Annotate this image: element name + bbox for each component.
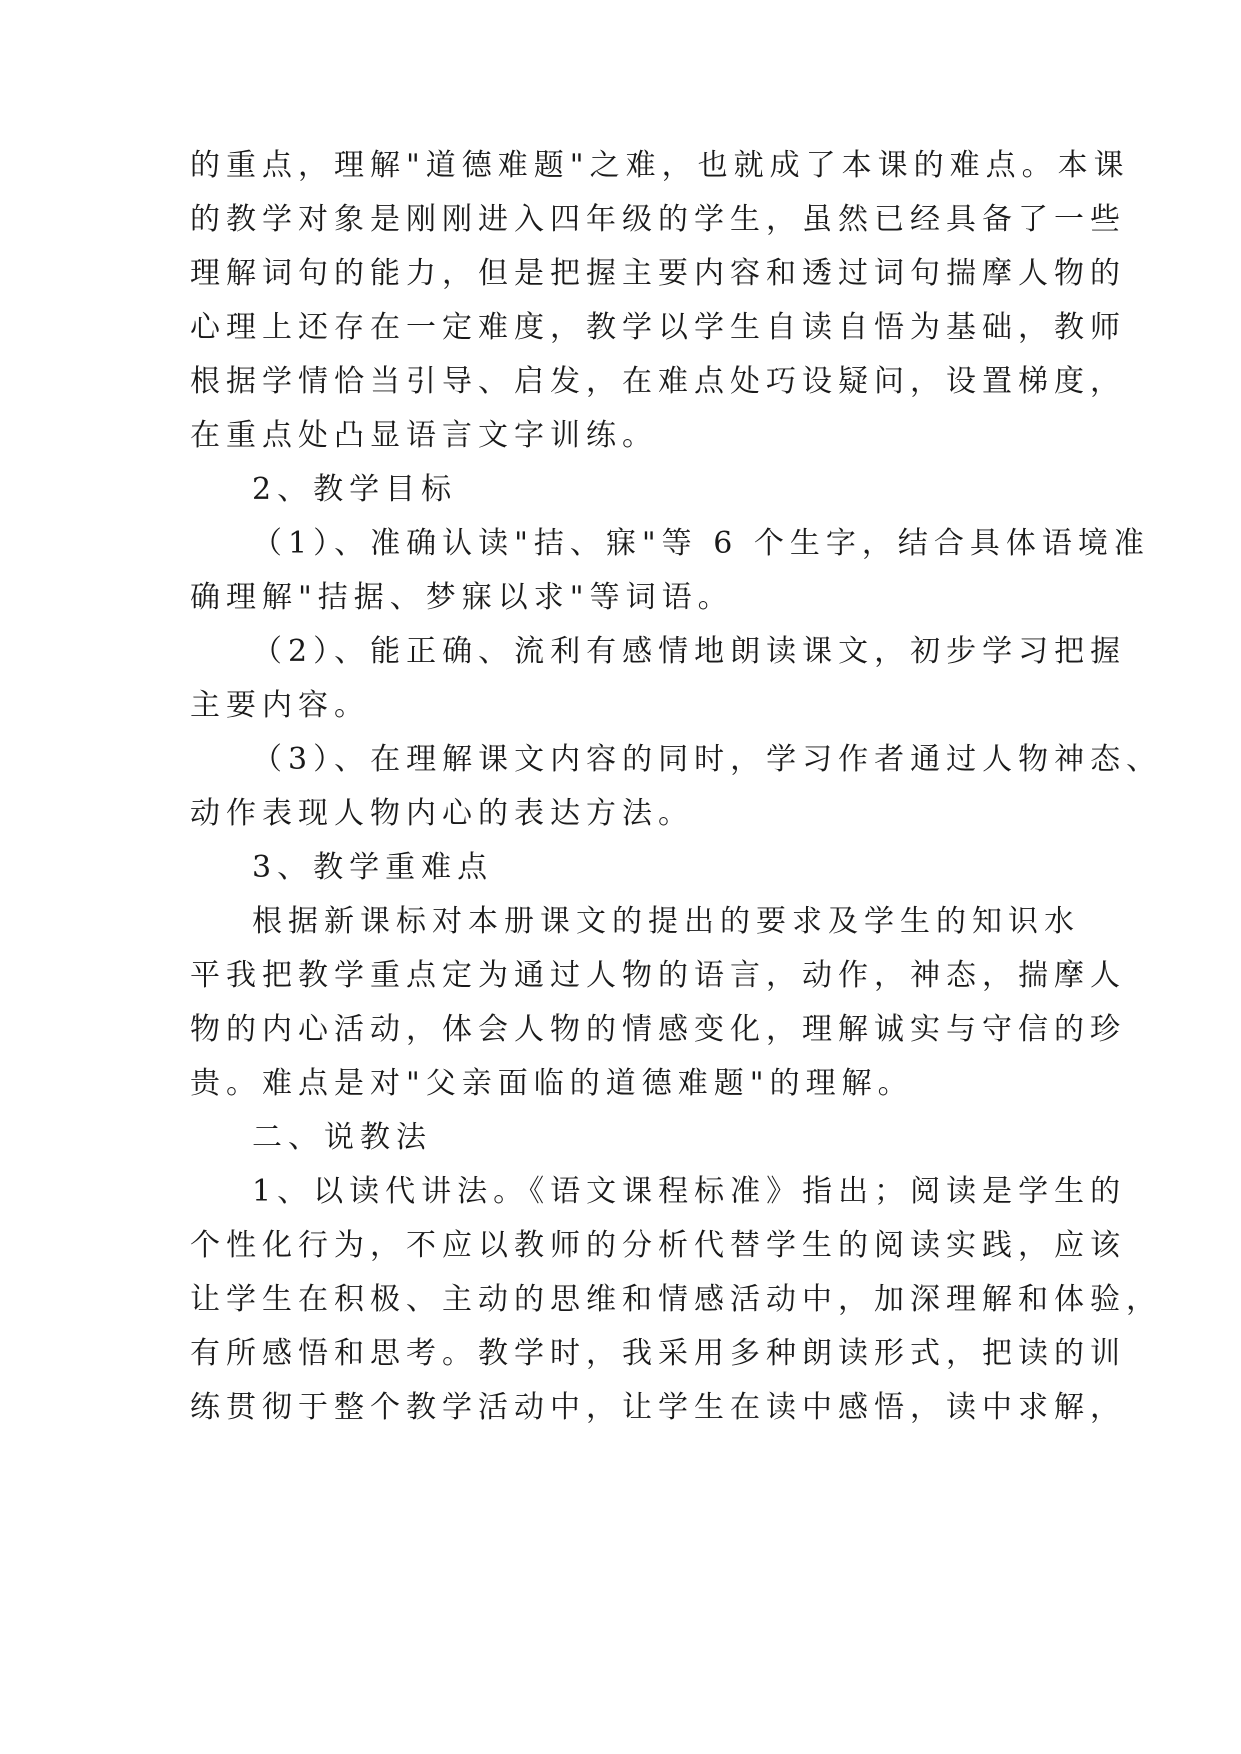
text-line: 平我把教学重点定为通过人物的语言，动作，神态，揣摩人: [190, 958, 1126, 993]
text-line: （2）、能正确、流利有感情地朗读课文，初步学习把握: [252, 634, 1127, 669]
text-line: 贵。难点是对"父亲面临的道德难题"的理解。: [190, 1066, 914, 1101]
section-heading: 3、教学重难点: [252, 850, 494, 885]
text-line: 的教学对象是刚刚进入四年级的学生，虽然已经具备了一些: [190, 202, 1126, 237]
text-line: （1）、准确认读"拮、寐"等 6 个生字，结合具体语境准: [252, 526, 1150, 561]
text-line: 主要内容。: [190, 688, 370, 723]
text-line: 让学生在积极、主动的思维和情感活动中，加深理解和体验，: [190, 1282, 1162, 1317]
text-line: 在重点处凸显语言文字训练。: [190, 418, 658, 453]
text-line: 有所感悟和思考。教学时，我采用多种朗读形式，把读的训: [190, 1336, 1126, 1371]
text-line: 根据学情恰当引导、启发，在难点处巧设疑问，设置梯度，: [190, 364, 1126, 399]
section-heading: 2、教学目标: [252, 472, 458, 507]
text-line: 练贯彻于整个教学活动中，让学生在读中感悟，读中求解，: [190, 1390, 1126, 1425]
text-line: 动作表现人物内心的表达方法。: [190, 796, 694, 831]
text-line: 的重点，理解"道德难题"之难，也就成了本课的难点。本课: [190, 148, 1130, 183]
text-line: 1、以读代讲法。《语文课程标准》指出；阅读是学生的: [252, 1174, 1127, 1209]
text-line: 物的内心活动，体会人物的情感变化，理解诚实与守信的珍: [190, 1012, 1126, 1047]
text-line: 理解词句的能力，但是把握主要内容和透过词句揣摩人物的: [190, 256, 1126, 291]
text-line: （3）、在理解课文内容的同时，学习作者通过人物神态、: [252, 742, 1163, 777]
text-line: 确理解"拮据、梦寐以求"等词语。: [190, 580, 734, 615]
section-heading: 二、说教法: [252, 1120, 432, 1155]
text-line: 心理上还存在一定难度，教学以学生自读自悟为基础，教师: [190, 310, 1126, 345]
text-line: 根据新课标对本册课文的提出的要求及学生的知识水: [252, 904, 1080, 939]
text-line: 个性化行为，不应以教师的分析代替学生的阅读实践，应该: [190, 1228, 1126, 1263]
